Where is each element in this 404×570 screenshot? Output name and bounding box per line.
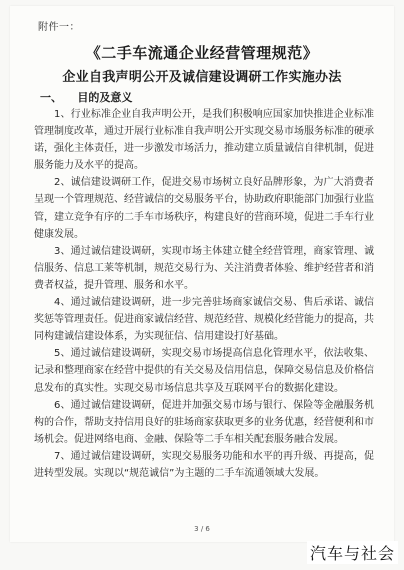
- paragraph-3: 3、通过诚信建设调研，实现市场主体建立健全经营管理，商家管理、诚信服务、信息工莱等机制，规范交易行为、关注消费者体验、维护经营者和消费者权益，提升管理、服务和水平。: [34, 245, 374, 291]
- document-subtitle: 企业自我声明公开及诚信建设调研工作实施办法: [62, 70, 342, 85]
- paragraph-6: 6、通过诚信建设调研，促进并加强交易市场与银行、保险等金融服务机构的合作，帮助支持信用良好的驻场商家获取更多的业务优惠，经营便利和市场机会。促进网络电商、金融、保险等二手车相关配套服务融合发展。: [34, 399, 374, 445]
- paragraph-4: 4、通过诚信建设调研，进一步完善驻场商家诚信交易、售后承诺、诚信奖惩等管理责任。促进商家诚信经营、规范经营、规模化经营能力的提高，共同构建诚信建设体系，为实现征信、信用建设打好基础。: [34, 297, 374, 343]
- document-page: [10, 6, 394, 542]
- paragraph-1: 1、行业标准企业自我声明公开，是我们积极响应国家加快推进企业标准管理制度改革，通过开展行业标准自我声明公开实现交易市场服务标准的硬承诺，强化主体责任，进一步激发市场活力，推动建立质量诚信自律机制，促进服务能力及水平的提高。: [34, 109, 374, 172]
- paragraph-5: 5、通过诚信建设调研，实现交易市场提高信息化管理水平，依法收集、记录和整理商家在经营中提供的有关交易及信用信息，保障交易信息及价格信息发布的真实性。实现交易市场信息共享及互联网平台的数据化建设。: [34, 348, 374, 394]
- attachment-label: 附件一：: [38, 22, 80, 33]
- page-number: 3 / 6: [194, 525, 210, 533]
- watermark-logo: 汽车与社会: [307, 541, 398, 564]
- document-body: [34, 106, 374, 482]
- document-title: 《二手车流通企业经营管理规范》: [85, 44, 319, 62]
- paragraph-7: 7、通过诚信建设调研，实现交易服务功能和水平的再升级、再提高，促进转型发展。实现以“规范诚信”为主题的二手车流通领域大发展。: [34, 450, 374, 479]
- paragraph-2: 2、诚信建设调研工作，促进交易市场树立良好品牌形象，为广大消费者呈现一个管理规范、经营诚信的交易服务平台，协助政府职能部门加强行业监管，建立竞争有序的二手车市场秩序，构建良好的营商环境，促进二手车行业健康发展。: [34, 177, 374, 240]
- section-heading: 一、 目的及意义: [40, 91, 133, 104]
